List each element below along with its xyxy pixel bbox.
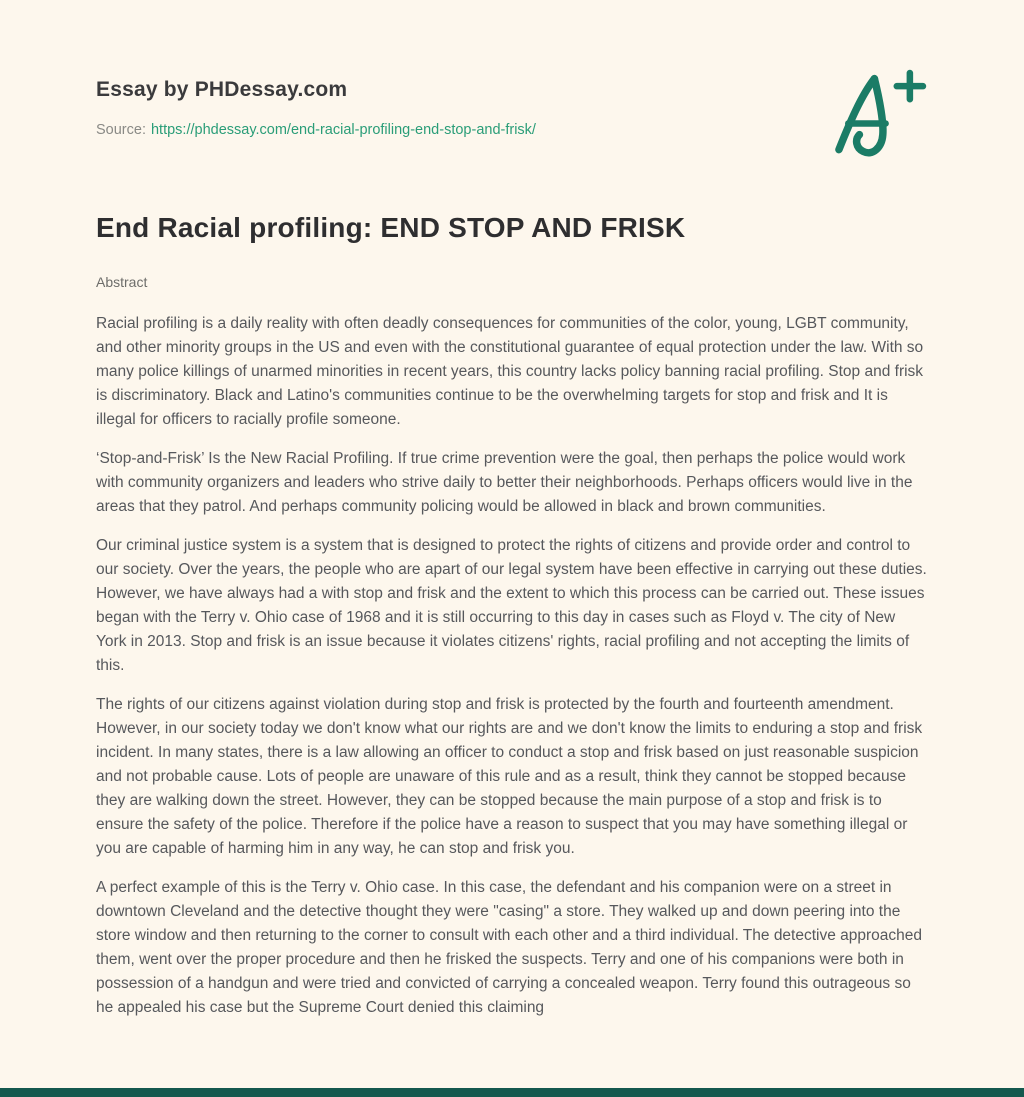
phdessay-a-plus-logo-icon: [824, 68, 936, 164]
essay-title: End Racial profiling: END STOP AND FRISK: [96, 212, 686, 243]
abstract-label: Abstract: [96, 274, 148, 290]
essay-paragraph-5: A perfect example of this is the Terry v. Ohio case. In this case, the defendant and his companion were on a street in downtown Cleveland and the detective thought they were "casing" a store. They walked up and down peering into the store window and then returning to the corner to consult with each other and a third individual. The detective approached them, went over the proper procedure and then he frisked the suspects. Terry and one of his companions were both in possession of a handgun and were tried and convicted of carrying a concealed weapon. Terry found this outrageous so he appealed his case but the Supreme Court denied this claiming: [96, 879, 923, 1016]
page-header: [96, 78, 928, 138]
essay-paragraph-3: Our criminal justice system is a system that is designed to protect the rights of citizens and provide order and control to our society. Over the years, the people who are apart of our legal system have been effective in carrying out these duties. However, we have always had a with stop and frisk and the extent to which this process can be carried out. These issues began with the Terry v. Ohio case of 1968 and it is still occurring to this day in cases such as Floyd v. The city of New York in 2013. Stop and frisk is an issue because it violates citizens' rights, racial profiling and not accepting the limits of this.: [96, 537, 927, 674]
essay-paragraph-2: ‘Stop-and-Frisk’ Is the New Racial Profiling. If true crime prevention were the goal, then perhaps the police would work with community organizers and leaders who strive daily to better their neighborhoods. Perhaps officers would live in the areas that they patrol. And perhaps community policing would be allowed in black and brown communities.: [96, 450, 913, 515]
essay-body: [96, 312, 928, 1020]
footer-bar: [0, 1088, 1024, 1097]
essay-paragraph-1: Racial profiling is a daily reality with often deadly consequences for communities of the color, young, LGBT community, and other minority groups in the US and even with the constitutional guarantee of equal protection under the law. With so many police killings of unarmed minorities in recent years, this country lacks policy banning racial profiling. Stop and frisk is discriminatory. Black and Latino's communities continue to be the overwhelming targets for stop and frisk and It is illegal for officers to racially profile someone.: [96, 315, 924, 428]
byline: Essay by PHDessay.com: [96, 78, 348, 101]
essay-paragraph-4: The rights of our citizens against violation during stop and frisk is protected by the fourth and fourteenth amendment. However, in our society today we don't know what our rights are and we don't know the limits to enduring a stop and frisk incident. In many states, there is a law allowing an officer to conduct a stop and frisk based on just reasonable suspicion and not probable cause. Lots of people are unaware of this rule and as a result, think they cannot be stopped because they are walking down the street. However, they can be stopped because the main purpose of a stop and frisk is to ensure the safety of the police. Therefore if the police have a reason to suspect that you may have something illegal or you are capable of harming him in any way, he can stop and frisk you.: [96, 696, 923, 857]
source-label: Source:: [96, 122, 146, 138]
source-line: [96, 122, 928, 138]
source-url-link[interactable]: https://phdessay.com/end-racial-profiling-end-stop-and-frisk/: [150, 122, 536, 138]
